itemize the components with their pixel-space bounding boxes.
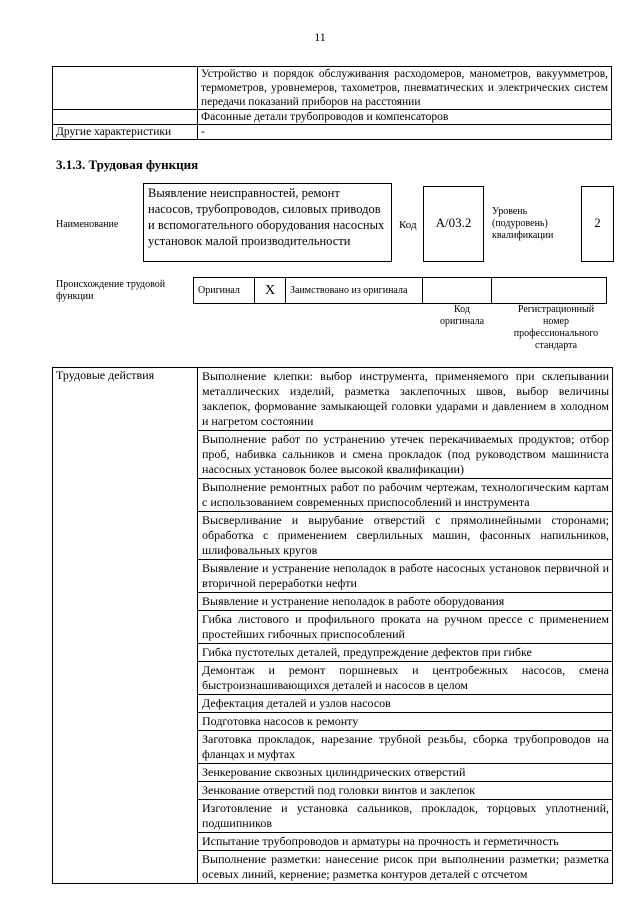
labor-actions-body — [53, 368, 613, 884]
labor-action-item: Заготовка прокладок, нарезание трубной резьбы, сборка трубопроводов на фланцах и муфтах — [198, 731, 613, 764]
table-row — [53, 110, 612, 125]
table-row — [53, 67, 612, 110]
labor-actions-label: Трудовые действия — [53, 368, 198, 884]
labor-action-item: Демонтаж и ремонт поршневых и центробежных насосов, смена быстроизнашивающихся деталей и насосов в целом — [198, 662, 613, 695]
registration-number-cell — [492, 278, 607, 304]
function-name-value: Выявление неисправностей, ремонт насосов, трубопроводов, силовых приводов и вспомогательного оборудования насосных установок малой производительности — [143, 183, 392, 262]
labor-actions-table — [52, 367, 613, 884]
knowledge-cell: Устройство и порядок обслуживания расходомеров, манометров, вакуумметров, термометров, уровнемеров, тахометров, пневматических и электрических систем передачи показаний приборов на расстоянии — [198, 67, 612, 110]
empty-label-cell — [53, 67, 198, 110]
labor-action-item: Выполнение клепки: выбор инструмента, применяемого при склепывании металлических изделий, разметка заклепочных швов, выбор величины заклепок, формование замыкающей головки ударами и давлением в холодном и нагретом состоянии — [198, 368, 613, 431]
original-code-cell — [423, 278, 492, 304]
empty-label-cell — [53, 110, 198, 125]
labor-action-item: Высверливание и вырубание отверстий с прямолинейными сторонами; обработка с применением сверлильных машин, фасонных напильников, шлифовальных кругов — [198, 512, 613, 560]
other-characteristics-label: Другие характеристики — [53, 125, 198, 140]
borrowed-label: Заимствовано из оригинала — [286, 278, 423, 304]
knowledge-cell: Фасонные детали трубопроводов и компенсаторов — [198, 110, 612, 125]
labor-action-item: Дефектация деталей и узлов насосов — [198, 695, 613, 713]
code-label: Код — [399, 219, 417, 231]
page-number: 11 — [314, 30, 326, 44]
original-mark: X — [255, 278, 286, 304]
knowledge-table-continuation — [52, 66, 612, 140]
labor-action-item: Испытание трубопроводов и арматуры на прочность и герметичность — [198, 833, 613, 851]
table-row — [53, 125, 612, 140]
origin-label: Происхождение трудовой функции — [56, 279, 166, 302]
labor-action-item: Зенкерование сквозных цилиндрических отверстий — [198, 764, 613, 782]
original-label: Оригинал — [194, 278, 255, 304]
table-row — [53, 368, 613, 431]
labor-action-item: Подготовка насосов к ремонту — [198, 713, 613, 731]
origin-table — [193, 277, 607, 304]
registration-caption: Регистрационный номер профессионального стандарта — [513, 304, 599, 351]
qualification-level-value: 2 — [581, 186, 614, 262]
labor-action-item: Выполнение ремонтных работ по рабочим чертежам, технологическим картам с использованием современных приспособлений и инструмента — [198, 479, 613, 512]
other-characteristics-value: - — [198, 125, 612, 140]
code-caption: Код оригинала — [439, 304, 485, 327]
level-label: Уровень (подуровень) квалификации — [492, 206, 554, 241]
labor-action-item: Выявление и устранение неполадок в работе оборудования — [198, 593, 613, 611]
labor-action-item: Гибка пустотелых деталей, предупреждение дефектов при гибке — [198, 644, 613, 662]
labor-action-item: Выполнение работ по устранению утечек перекачиваемых продуктов; отбор проб, набивка сальников и смена прокладок (под руководством машиниста насосных установок более высокой квалификации) — [198, 431, 613, 479]
labor-action-item: Выполнение разметки: нанесение рисок при выполнении разметки; разметка осевых линий, кернение; разметка контуров деталей с отсчетом — [198, 851, 613, 884]
function-code-value: А/03.2 — [423, 186, 484, 262]
table-row — [194, 278, 607, 304]
labor-action-item: Изготовление и установка сальников, прокладок, торцовых уплотнений, подшипников — [198, 800, 613, 833]
section-title: 3.1.3. Трудовая функция — [56, 157, 199, 172]
labor-action-item: Гибка листового и профильного проката на ручном прессе с применением простейших гибочных приспособлений — [198, 611, 613, 644]
name-label: Наименование — [56, 219, 119, 230]
labor-action-item: Зенкование отверстий под головки винтов и заклепок — [198, 782, 613, 800]
labor-action-item: Выявление и устранение неполадок в работе насосных установок первичной и вторичной переработки нефти — [198, 560, 613, 593]
